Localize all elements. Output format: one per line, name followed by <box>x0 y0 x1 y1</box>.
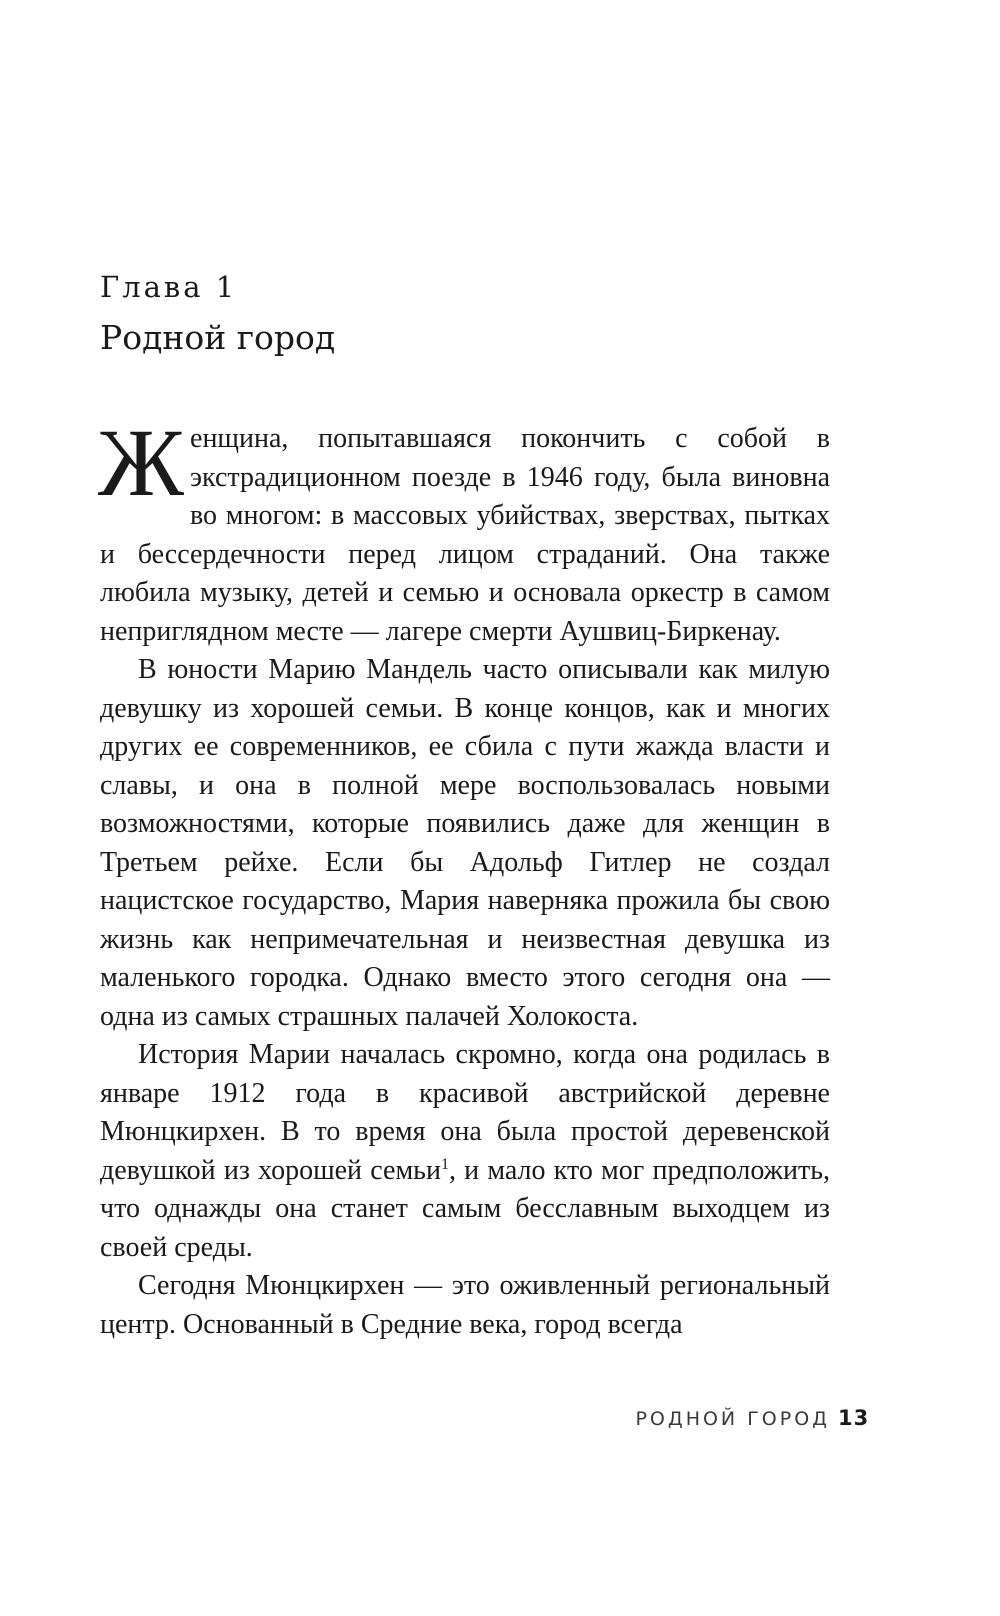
running-footer-title: РОДНОЙ ГОРОД <box>635 1408 830 1430</box>
paragraph-3-text-a: История Марии началась скромно, когда она родилась в январе 1912 года в красивой австрийской деревне Мюнцкирхен. В то время она была простой деревенской девушкой из хорошей семьи <box>100 1039 830 1186</box>
paragraph-4: Сегодня Мюнцкирхен — это оживленный региональный центр. Основанный в Средние века, город всегда <box>100 1270 830 1340</box>
paragraph-2: В юности Марию Мандель часто описывали как милую девушку из хорошей семьи. В конце концов, как и многих других ее современников, ее сбила с пути жажда власти и славы, и она в полной мере воспользовалась новыми возможностями, которые появились даже для женщин в Третьем рейхе. Если бы Адольф Гитлер не создал нацистское государство, Мария наверняка прожила бы свою жизнь как непримечательная и неизвестная девушка из маленького городка. Однако вместо этого сегодня она — одна из самых страшных палачей Холокоста. <box>100 654 830 1032</box>
footnote-reference: 1 <box>440 1155 449 1173</box>
drop-cap: Ж <box>98 409 185 516</box>
paragraph-3-text-b: , и мало кто мог предположить, что однажды она станет самым бесславным выходцем из своей среды. <box>100 1154 830 1263</box>
body-text <box>98 409 830 1344</box>
paragraph-3 <box>100 1036 830 1267</box>
chapter-title: Родной город <box>100 318 336 357</box>
page-number: 13 <box>838 1406 870 1430</box>
chapter-number: Глава 1 <box>100 270 238 304</box>
paragraph-1-text: енщина, попытавшаяся покончить с собой в экстрадиционном поезде в 1946 году, была виновна во многом: в массовых убийствах, зверствах, пытках и бессердечности перед лицом страданий. Она также любила музыку, детей и семью и основала оркестр в самом неприглядном месте — лагере смерти Аушвиц-Биркенау. <box>100 423 830 647</box>
paragraph-1 <box>98 409 830 651</box>
